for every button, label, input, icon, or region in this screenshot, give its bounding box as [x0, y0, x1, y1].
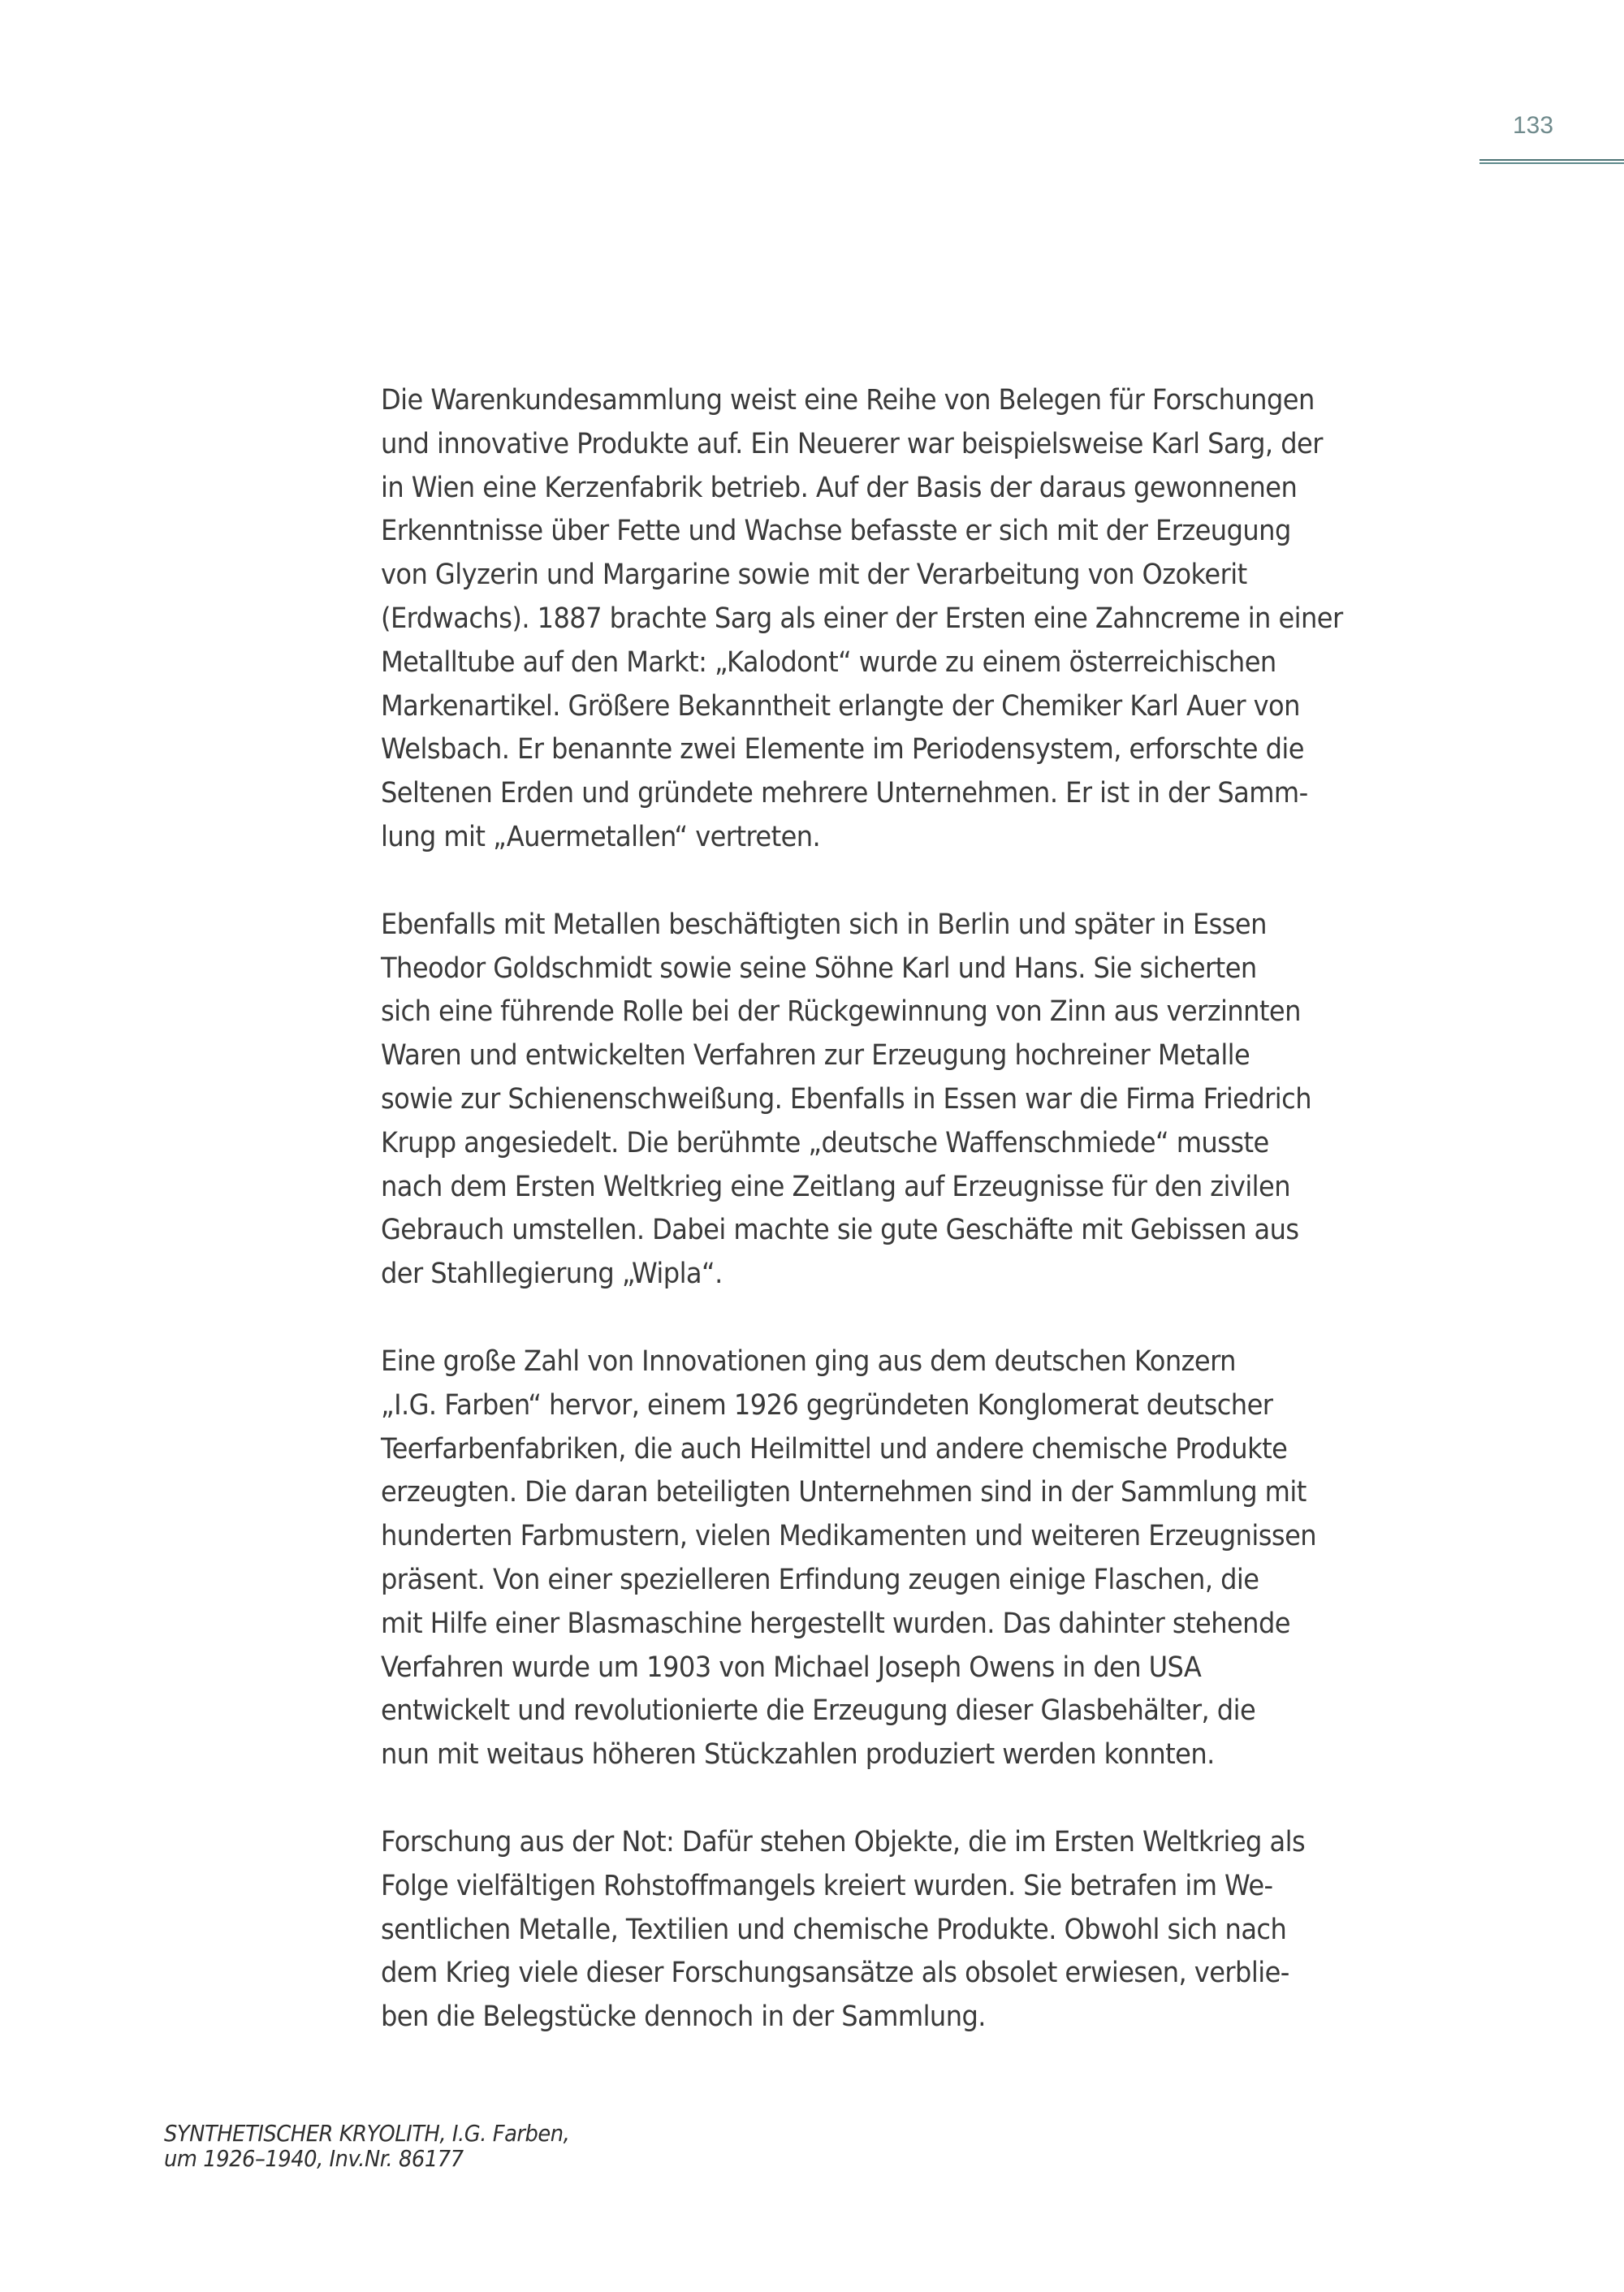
body-text — [381, 379, 1469, 2083]
text-line: „I.G. Farben“ hervor, einem 1926 gegründeten Konglomerat deutscher — [381, 1388, 1273, 1422]
paragraph-4 — [381, 1821, 1469, 2039]
text-line: sowie zur Schienenschweißung. Ebenfalls in Essen war die Firma Friedrich — [381, 1082, 1312, 1116]
text-line: ben die Belegstücke dennoch in der Sammlung. — [381, 2001, 986, 2034]
text-line: erzeugten. Die daran beteiligten Unternehmen sind in der Sammlung mit — [381, 1476, 1307, 1509]
paragraph-1 — [381, 379, 1469, 860]
text-line: Metalltube auf den Markt: „Kalodont“ wurde zu einem österreichischen — [381, 645, 1276, 679]
header-rule-line-top — [1479, 159, 1624, 161]
text-line: sentlichen Metalle, Textilien und chemische Produkte. Obwohl sich nach — [381, 1913, 1287, 1946]
text-line: sich eine führende Rolle bei der Rückgewinnung von Zinn aus verzinnten — [381, 995, 1301, 1029]
text-line: nach dem Ersten Weltkrieg eine Zeitlang auf Erzeugnisse für den zivilen — [381, 1170, 1291, 1203]
text-line: lung mit „Auermetallen“ vertreten. — [381, 820, 821, 853]
text-line: mit Hilfe einer Blasmaschine hergestellt wurden. Das dahinter stehende — [381, 1607, 1290, 1640]
image-caption — [164, 2121, 732, 2171]
text-line: Teerfarbenfabriken, die auch Heilmittel und andere chemische Produkte — [381, 1432, 1288, 1465]
text-line: Folge vielfältigen Rohstoffmangels kreiert wurden. Sie betrafen im We- — [381, 1869, 1273, 1902]
text-line: Krupp angesiedelt. Die berühmte „deutsche Waffenschmiede“ musste — [381, 1126, 1269, 1159]
text-line: nun mit weitaus höheren Stückzahlen produziert werden konnten. — [381, 1738, 1215, 1772]
page-number: 133 — [1512, 112, 1554, 139]
paragraph-3 — [381, 1340, 1469, 1777]
text-line: (Erdwachs). 1887 brachte Sarg als einer der Ersten eine Zahncreme in einer — [381, 602, 1343, 635]
text-line: Die Warenkundesammlung weist eine Reihe von Belegen für Forschungen — [381, 384, 1315, 417]
text-line: und innovative Produkte auf. Ein Neuerer war beispielsweise Karl Sarg, der — [381, 427, 1323, 460]
text-line: dem Krieg viele dieser Forschungsansätze als obsolet erwiesen, verblie- — [381, 1957, 1289, 1990]
header-rule-line-bottom — [1479, 162, 1624, 164]
text-line: präsent. Von einer spezielleren Erfindung zeugen einige Flaschen, die — [381, 1563, 1259, 1596]
caption-line: um 1926–1940, Inv.Nr. 86177 — [164, 2145, 464, 2172]
caption-line: SYNTHETISCHER KRYOLITH, I.G. Farben, — [164, 2120, 570, 2147]
text-line: entwickelt und revolutionierte die Erzeugung dieser Glasbehälter, die — [381, 1694, 1256, 1728]
text-line: Waren und entwickelten Verfahren zur Erzeugung hochreiner Metalle — [381, 1039, 1250, 1073]
text-line: Markenartikel. Größere Bekanntheit erlangte der Chemiker Karl Auer von — [381, 689, 1300, 723]
text-line: Erkenntnisse über Fette und Wachse befasste er sich mit der Erzeugung — [381, 515, 1291, 548]
text-line: Verfahren wurde um 1903 von Michael Joseph Owens in den USA — [381, 1651, 1202, 1684]
text-line: von Glyzerin und Margarine sowie mit der Verarbeitung von Ozokerit — [381, 559, 1247, 592]
header-rule — [1479, 159, 1624, 165]
text-line: in Wien eine Kerzenfabrik betrieb. Auf der Basis der daraus gewonnenen — [381, 471, 1298, 504]
text-line: Seltenen Erden und gründete mehrere Unternehmen. Er ist in der Samm- — [381, 777, 1308, 810]
text-line: der Stahllegierung „Wipla“. — [381, 1258, 723, 1291]
paragraph-2 — [381, 904, 1469, 1297]
text-line: Forschung aus der Not: Dafür stehen Objekte, die im Ersten Weltkrieg als — [381, 1825, 1306, 1858]
text-line: Eine große Zahl von Innovationen ging aus dem deutschen Konzern — [381, 1345, 1236, 1378]
text-line: Welsbach. Er benannte zwei Elemente im Periodensystem, erforschte die — [381, 733, 1304, 766]
text-line: Theodor Goldschmidt sowie seine Söhne Karl und Hans. Sie sicherten — [381, 952, 1257, 985]
text-line: Gebrauch umstellen. Dabei machte sie gute Geschäfte mit Gebissen aus — [381, 1214, 1299, 1247]
text-line: hunderten Farbmustern, vielen Medikamenten und weiteren Erzeugnissen — [381, 1520, 1317, 1553]
text-line: Ebenfalls mit Metallen beschäftigten sich in Berlin und später in Essen — [381, 908, 1267, 941]
